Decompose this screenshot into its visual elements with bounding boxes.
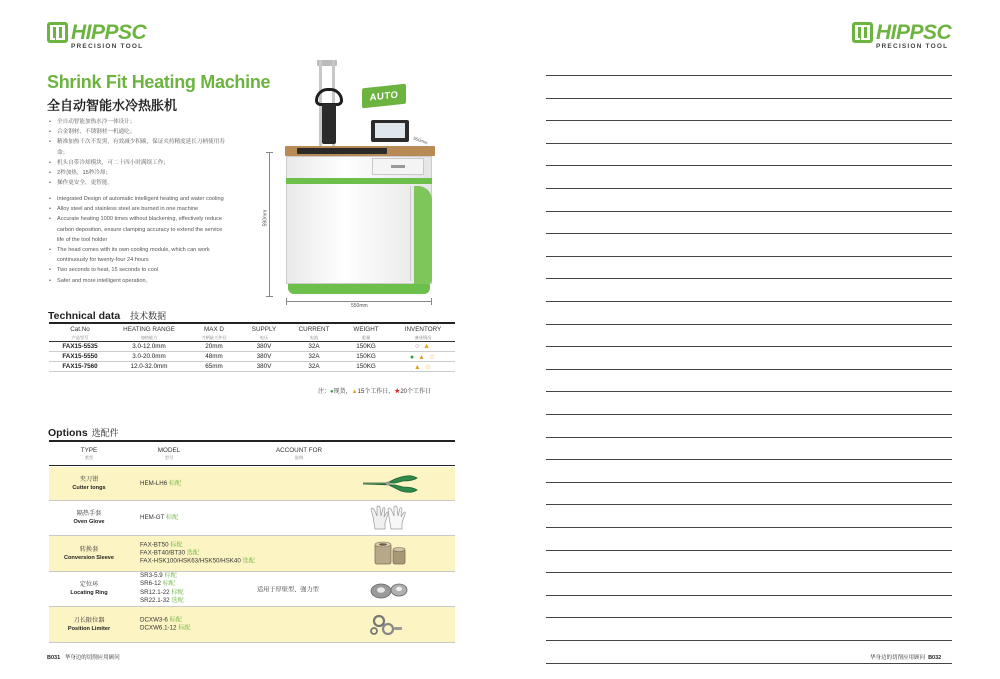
star-outline-icon: ☆ bbox=[424, 363, 433, 371]
inventory-cell bbox=[391, 342, 455, 352]
feature-cn-item: • 全自动智能加热水冷一体设计； bbox=[49, 117, 229, 127]
note-line bbox=[546, 143, 952, 144]
current-cell: 32A bbox=[308, 363, 320, 370]
note-line bbox=[546, 482, 952, 483]
col-header: ACCOUNT FOR 说明 bbox=[275, 447, 323, 460]
maxd-cell: 65mm bbox=[205, 363, 223, 370]
note-line bbox=[546, 346, 952, 347]
note-line bbox=[546, 504, 952, 505]
ring-icon bbox=[361, 576, 421, 602]
product-title-cn: 全自动智能水冷热胀机 bbox=[47, 98, 178, 113]
feature-cn-item: • 操作更安全，更智能。 bbox=[49, 178, 229, 188]
option-type: 转换套 Conversion Sleeve bbox=[63, 545, 115, 561]
note-line bbox=[546, 301, 952, 302]
brand-tagline: PRECISION TOOL bbox=[71, 43, 144, 50]
table-row bbox=[49, 342, 455, 352]
supply-cell: 380V bbox=[256, 363, 272, 370]
depth-dimension-label: 550mm bbox=[412, 135, 429, 146]
current-cell: 32A bbox=[308, 343, 320, 350]
option-models bbox=[140, 572, 184, 606]
note-line bbox=[546, 256, 952, 257]
legend-fifteen: 15个工作日， bbox=[357, 389, 395, 395]
supply-cell: 380V bbox=[256, 343, 272, 350]
table-row bbox=[49, 362, 455, 372]
machine-side-panel bbox=[414, 186, 432, 284]
range-cell: 3.0-12.0mm bbox=[132, 343, 166, 350]
inventory-cell bbox=[391, 352, 455, 362]
height-dimension-line bbox=[269, 152, 270, 297]
feature-cn-item: • 机头自带冷却模块，可二十四小时满续工作； bbox=[49, 158, 229, 168]
star-icon: ★ bbox=[394, 389, 401, 395]
col-header: Cat.No 产品型号 bbox=[70, 326, 90, 340]
section-divider bbox=[49, 440, 455, 442]
option-row bbox=[49, 501, 455, 536]
note-line bbox=[546, 233, 952, 234]
footer-right bbox=[870, 653, 941, 661]
brand-name: HIPPSC bbox=[71, 21, 147, 44]
triangle-icon: ▲ bbox=[351, 389, 358, 395]
note-line bbox=[546, 324, 952, 325]
option-models bbox=[140, 616, 191, 633]
note-line bbox=[546, 75, 952, 76]
inventory-legend bbox=[318, 386, 431, 395]
brand-logo-left bbox=[47, 22, 146, 51]
machine-door-seam bbox=[410, 186, 411, 281]
model-line: SR3-5.9 标配 bbox=[140, 572, 177, 580]
technical-data-table bbox=[49, 326, 455, 372]
brand-name: HIPPSC bbox=[876, 21, 952, 44]
pliers-icon bbox=[361, 471, 421, 497]
note-line bbox=[546, 211, 952, 212]
machine-light-band bbox=[286, 178, 432, 184]
auto-badge bbox=[362, 84, 406, 109]
cat-no-cell: FAX15-5550 bbox=[62, 353, 98, 360]
model-line: FAX-HSK100/HSK63/HSK50/HSK40 选配 bbox=[140, 557, 255, 565]
circle-outline-icon: ○ bbox=[414, 343, 421, 350]
hippsc-logo-icon bbox=[47, 22, 68, 43]
model-line: HEM-GT 标配 bbox=[140, 513, 179, 521]
triangle-icon: ▲ bbox=[418, 353, 426, 361]
triangle-icon: ▲ bbox=[423, 343, 432, 350]
range-cell: 3.0-20.0mm bbox=[132, 353, 166, 360]
note-line bbox=[546, 617, 952, 618]
maxd-cell: 48mm bbox=[205, 353, 223, 360]
section-divider bbox=[49, 322, 455, 324]
note-line bbox=[546, 640, 952, 641]
machine-drawer bbox=[372, 158, 424, 175]
col-header: TYPE 类型 bbox=[80, 447, 98, 460]
note-line bbox=[546, 572, 952, 573]
note-line bbox=[546, 527, 952, 528]
feature-en-item: • Alloy steel and stainless steel are burned in one machine bbox=[49, 204, 224, 214]
model-line: SR12.1-22 标配 bbox=[140, 589, 184, 596]
options-heading bbox=[48, 426, 119, 439]
option-models bbox=[140, 479, 181, 487]
option-type: 刀长限位器 Position Limiter bbox=[67, 616, 111, 632]
col-header: MODEL 型号 bbox=[157, 447, 181, 460]
current-cell: 32A bbox=[308, 353, 320, 360]
options-table-header bbox=[49, 444, 455, 466]
feature-en-item: • Accurate heating 1000 times without blackening, effectively reduce carbon deposition, ensure clamping accuracy to extend the service life of the tool holder bbox=[49, 214, 224, 245]
filled-circle-icon: ● bbox=[330, 389, 334, 395]
legend-prefix: 注： bbox=[318, 389, 331, 395]
technical-data-heading bbox=[48, 309, 166, 322]
feature-en-item: • Two seconds to heat, 15 seconds to cool bbox=[49, 265, 224, 275]
technical-title-en: Technical data bbox=[48, 310, 121, 322]
product-title-en: Shrink Fit Heating Machine bbox=[47, 72, 271, 92]
option-row bbox=[49, 572, 455, 607]
feature-en-item: • The head comes with its own cooling module, which can work continuously for twenty-four 24 hours bbox=[49, 245, 224, 265]
hippsc-logo-icon bbox=[852, 22, 873, 43]
note-line bbox=[546, 165, 952, 166]
option-row bbox=[49, 607, 455, 643]
filled-circle-icon: ● bbox=[409, 353, 416, 361]
legend-twenty: 20个工作日 bbox=[400, 389, 431, 395]
inventory-cell bbox=[391, 362, 455, 372]
features-cn-list bbox=[49, 117, 229, 188]
machine-base bbox=[288, 284, 430, 294]
note-line bbox=[546, 391, 952, 392]
weight-cell: 150KG bbox=[356, 363, 376, 370]
col-header: MAX D 刀柄最大外径 bbox=[201, 326, 227, 340]
col-header: SUPPLY 电压 bbox=[251, 326, 277, 340]
option-row bbox=[49, 467, 455, 501]
legend-stock: 现货， bbox=[333, 389, 352, 395]
triangle-icon: ▲ bbox=[413, 363, 422, 371]
col-header: INVENTORY 备货情况 bbox=[404, 326, 442, 340]
width-dimension-line bbox=[286, 301, 432, 302]
page-number: B032 bbox=[928, 655, 942, 661]
features-en-list bbox=[49, 194, 224, 286]
range-cell: 12.0-32.0mm bbox=[130, 363, 168, 370]
option-account: 适用于厚壁型、强力型 bbox=[257, 586, 319, 594]
note-line bbox=[546, 369, 952, 370]
cat-no-cell: FAX15-5535 bbox=[62, 343, 98, 350]
feature-cn-item: • 精准加热千次不发黑，有效减少积碳，保证夹持精度延长刀柄使用寿命； bbox=[49, 137, 229, 157]
note-line bbox=[546, 120, 952, 121]
footer-slogan: 华身边的切削应用顾问 bbox=[64, 655, 120, 661]
option-models bbox=[140, 514, 178, 522]
model-line: SR22.1-32 选配 bbox=[140, 597, 184, 605]
col-header: HEATING RANGE 加热能力 bbox=[123, 326, 175, 340]
col-header: CURRENT 电流 bbox=[298, 326, 330, 340]
feature-cn-item: • 合金钢材、不锈钢材一机通吃； bbox=[49, 127, 229, 137]
option-models bbox=[140, 541, 255, 566]
brand-tagline: PRECISION TOOL bbox=[876, 43, 949, 50]
sleeve-icon bbox=[361, 541, 421, 567]
width-dimension-label: 550mm bbox=[351, 303, 368, 309]
page-number: B031 bbox=[47, 655, 61, 661]
cat-no-cell: FAX15-7560 bbox=[62, 363, 98, 370]
note-line bbox=[546, 98, 952, 99]
glove-icon bbox=[361, 505, 421, 531]
footer-slogan: 华身边的切削应用顾问 bbox=[870, 655, 926, 661]
model-line: DCXW6.1-12 标配 bbox=[140, 624, 191, 632]
option-type: 定位环 Locating Ring bbox=[70, 581, 108, 596]
feature-cn-item: • 2秒加热，15秒冷却； bbox=[49, 168, 229, 178]
table-header-row bbox=[49, 326, 455, 342]
limiter-icon bbox=[361, 612, 421, 638]
note-line bbox=[546, 595, 952, 596]
star-outline-icon: ☆ bbox=[428, 353, 437, 361]
machine-touchscreen bbox=[371, 120, 409, 142]
technical-title-cn: 技术数据 bbox=[130, 311, 167, 321]
model-line: DCXW3-6 标配 bbox=[140, 616, 182, 624]
maxd-cell: 20mm bbox=[205, 343, 223, 350]
supply-cell: 380V bbox=[256, 353, 272, 360]
note-line bbox=[546, 437, 952, 438]
note-line bbox=[546, 459, 952, 460]
brand-logo-right bbox=[852, 22, 951, 51]
note-line bbox=[546, 414, 952, 415]
model-line: HEM-LH6 标配 bbox=[140, 479, 182, 487]
note-line bbox=[546, 663, 952, 664]
model-line: FAX-BT50 标配 bbox=[140, 540, 183, 548]
note-line bbox=[546, 188, 952, 189]
note-line bbox=[546, 550, 952, 551]
model-line: FAX-BT40/BT30 选配 bbox=[140, 549, 200, 557]
machine-spindle bbox=[322, 104, 336, 144]
height-dimension-label: 590mm bbox=[262, 209, 269, 227]
option-type: 隔热手套 Oven Glove bbox=[73, 510, 105, 525]
note-line bbox=[546, 278, 952, 279]
feature-en-item: • Integrated Design of automatic intelligent heating and water cooling bbox=[49, 194, 224, 204]
option-row bbox=[49, 536, 455, 572]
weight-cell: 150KG bbox=[356, 353, 376, 360]
table-row bbox=[49, 352, 455, 362]
weight-cell: 150KG bbox=[356, 343, 376, 350]
option-type: 夹刀钳 Cutter tongs bbox=[72, 475, 106, 491]
feature-en-item: • Safer and more intelligent operation。 bbox=[49, 276, 224, 286]
machine-worktop-slot bbox=[297, 148, 387, 154]
col-header: WEIGHT 重量 bbox=[353, 326, 379, 340]
options-title-cn: 选配件 bbox=[91, 428, 119, 438]
auto-badge-label: AUTO bbox=[369, 88, 399, 104]
options-title-en: Options bbox=[48, 427, 88, 439]
footer-left bbox=[47, 653, 120, 661]
model-line: SR6-12 标配 bbox=[140, 580, 176, 588]
